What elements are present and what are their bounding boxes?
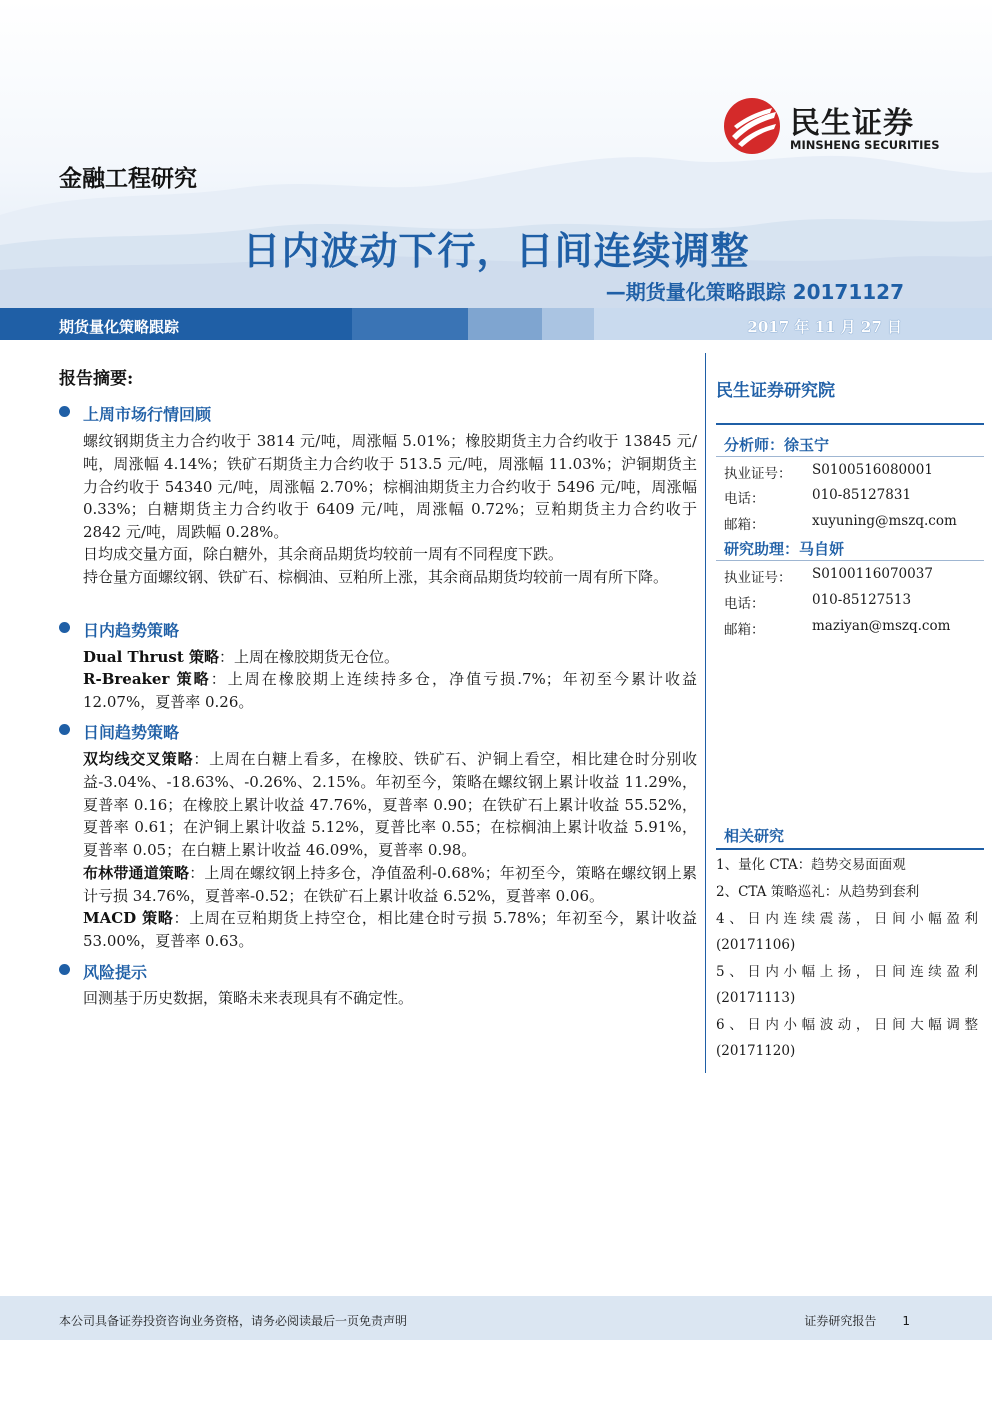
company-logo <box>722 96 952 156</box>
band-series-label: 期货量化策略跟踪 <box>59 318 180 336</box>
report-title: 日内波动下行，日间连续调整 <box>242 229 750 273</box>
institute-name: 民生证券研究院 <box>716 381 835 401</box>
market-review-paragraph-1: 螺纹钢期货主力合约收于 3814 元/吨，周涨幅 5.01%；橡胶期货主力合约收于 13845 元/吨，周涨幅 4.14%；铁矿石期货主力合约收于 513.5 元/吨，周涨幅 11.03%；沪铜期货主力合约收于 54340 元/吨，周涨幅 2.70%；棕榈油期货主力合约收于 5496 元/吨，周涨幅 0.33%；白糖期货主力合约收于 6409 元/吨，周涨幅 0.72%；豆粕期货主力合约收于 2842 元/吨，周跌幅 0.28%。 <box>83 432 697 542</box>
footer-doc-info <box>804 1312 910 1329</box>
bullet-icon <box>59 622 70 633</box>
strategy-text: ：上周在豆粕期货上持空仓，相比建仓时亏损 5.78%；年初至今，累计收益 53.00%，夏普率 0.63。 <box>83 909 697 950</box>
analyst-heading: 分析师：徐玉宁 <box>724 436 830 454</box>
bollinger-paragraph <box>83 862 697 908</box>
assistant-phone-value: 010-85127513 <box>812 592 912 608</box>
section-title: 日内趋势策略 <box>83 621 180 640</box>
assistant-heading: 研究助理：马自妍 <box>724 540 845 558</box>
dual-thrust-paragraph <box>83 646 697 669</box>
market-review-paragraph-3: 持仓量方面螺纹钢、铁矿石、棕榈油、豆粕所上涨，其余商品期货均较前一周有所下降。 <box>83 568 669 586</box>
band-segment <box>468 308 542 340</box>
related-research-item[interactable]: 6、日内小幅波动，日间大幅调整 <box>716 1017 978 1033</box>
strategy-name: 布林带通道策略 <box>83 864 190 882</box>
related-research-item[interactable]: 5、日内小幅上扬，日间连续盈利 <box>716 964 978 980</box>
section-title: 上周市场行情回顾 <box>83 405 212 424</box>
minsheng-logo-icon <box>722 96 782 156</box>
market-review-paragraph-2: 日均成交量方面，除白糖外，其余商品期货均较前一周有不同程度下跌。 <box>83 545 564 563</box>
column-divider <box>705 353 706 1073</box>
bullet-icon <box>59 724 70 735</box>
assistant-email-link[interactable]: maziyan@mszq.com <box>812 618 951 634</box>
related-research-item[interactable]: 4、日内连续震荡，日间小幅盈利 <box>716 911 978 927</box>
strategy-text: ：上周在橡胶期货无仓位。 <box>219 648 400 666</box>
assistant-license-value: S0100116070037 <box>812 566 933 582</box>
dual-ma-paragraph <box>83 748 697 862</box>
related-research-item[interactable]: 1、量化 CTA：趋势交易面面观 <box>716 857 906 873</box>
bullet-icon <box>59 964 70 975</box>
analyst-license-label: 执业证号： <box>724 466 792 482</box>
logo-english-text: MINSHENG SECURITIES <box>790 138 940 152</box>
strategy-name: MACD 策略 <box>83 909 174 927</box>
strategy-text: ：上周在螺纹钢上持多仓，净值盈利-0.68%；年初至今，策略在螺纹钢上累计亏损 34.76%，夏普率-0.52；在铁矿石上累计收益 6.52%，夏普率 0.06。 <box>83 864 697 905</box>
related-research-date: (20171113) <box>716 990 796 1006</box>
analyst-email-link[interactable]: xuyuning@mszq.com <box>812 513 957 529</box>
related-research-date: (20171106) <box>716 937 796 953</box>
strategy-name: R-Breaker 策略 <box>83 670 211 688</box>
department-label: 金融工程研究 <box>59 166 197 192</box>
macd-paragraph <box>83 907 697 953</box>
report-subtitle: —期货量化策略跟踪 20171127 <box>605 280 904 304</box>
strategy-text: ：上周在橡胶期上连续持多仓，净值亏损.7%；年初至今累计收益 12.07%，夏普率 0.26。 <box>83 670 697 711</box>
analyst-phone-label: 电话： <box>724 491 765 507</box>
bullet-icon <box>59 406 70 417</box>
section-title: 日间趋势策略 <box>83 723 180 742</box>
analyst-license-value: S0100516080001 <box>812 462 933 478</box>
assistant-phone-label: 电话： <box>724 596 765 612</box>
section-title: 风险提示 <box>83 963 148 982</box>
sidebar-divider <box>716 423 984 425</box>
band-segment <box>352 308 468 340</box>
band-segment <box>542 308 594 340</box>
related-research-date: (20171120) <box>716 1043 796 1059</box>
report-date: 2017 年 11 月 27 日 <box>747 318 902 336</box>
assistant-license-label: 执业证号： <box>724 570 792 586</box>
sidebar-divider <box>716 560 984 561</box>
strategy-name: 双均线交叉策略 <box>83 750 194 768</box>
assistant-email-label: 邮箱： <box>724 622 765 638</box>
logo-chinese-text: 民生证券 <box>790 106 914 141</box>
r-breaker-paragraph <box>83 668 697 714</box>
sidebar-divider <box>716 848 984 850</box>
strategy-name: Dual Thrust 策略 <box>83 648 220 666</box>
related-research-heading: 相关研究 <box>724 827 785 845</box>
analyst-phone-value: 010-85127831 <box>812 487 912 503</box>
summary-heading: 报告摘要: <box>59 369 134 389</box>
footer-doc-type: 证券研究报告 <box>804 1314 877 1328</box>
page-number: 1 <box>902 1314 910 1328</box>
risk-paragraph: 回测基于历史数据，策略未来表现具有不确定性。 <box>83 989 414 1007</box>
analyst-email-label: 邮箱： <box>724 517 765 533</box>
related-research-item[interactable]: 2、CTA 策略巡礼：从趋势到套利 <box>716 884 920 900</box>
sidebar-divider <box>716 456 984 457</box>
strategy-text: ：上周在白糖上看多，在橡胶、铁矿石、沪铜上看空，相比建仓时分别收益-3.04%、-18.63%、-0.26%、2.15%。年初至今，策略在螺纹钢上累计收益 11.29%，夏普率 0.16；在橡胶上累计收益 47.76%，夏普率 0.90；在铁矿石上累计收益 55.52%，夏普率 0.61；在沪铜上累计收益 5.12%，夏普比率 0.55；在棕榈油上累计收益 5.91%，夏普率 0.05；在白糖上累计收益 46.09%，夏普率 0.98。 <box>83 750 697 860</box>
footer-disclaimer: 本公司具备证券投资咨询业务资格，请务必阅读最后一页免责声明 <box>59 1314 408 1328</box>
